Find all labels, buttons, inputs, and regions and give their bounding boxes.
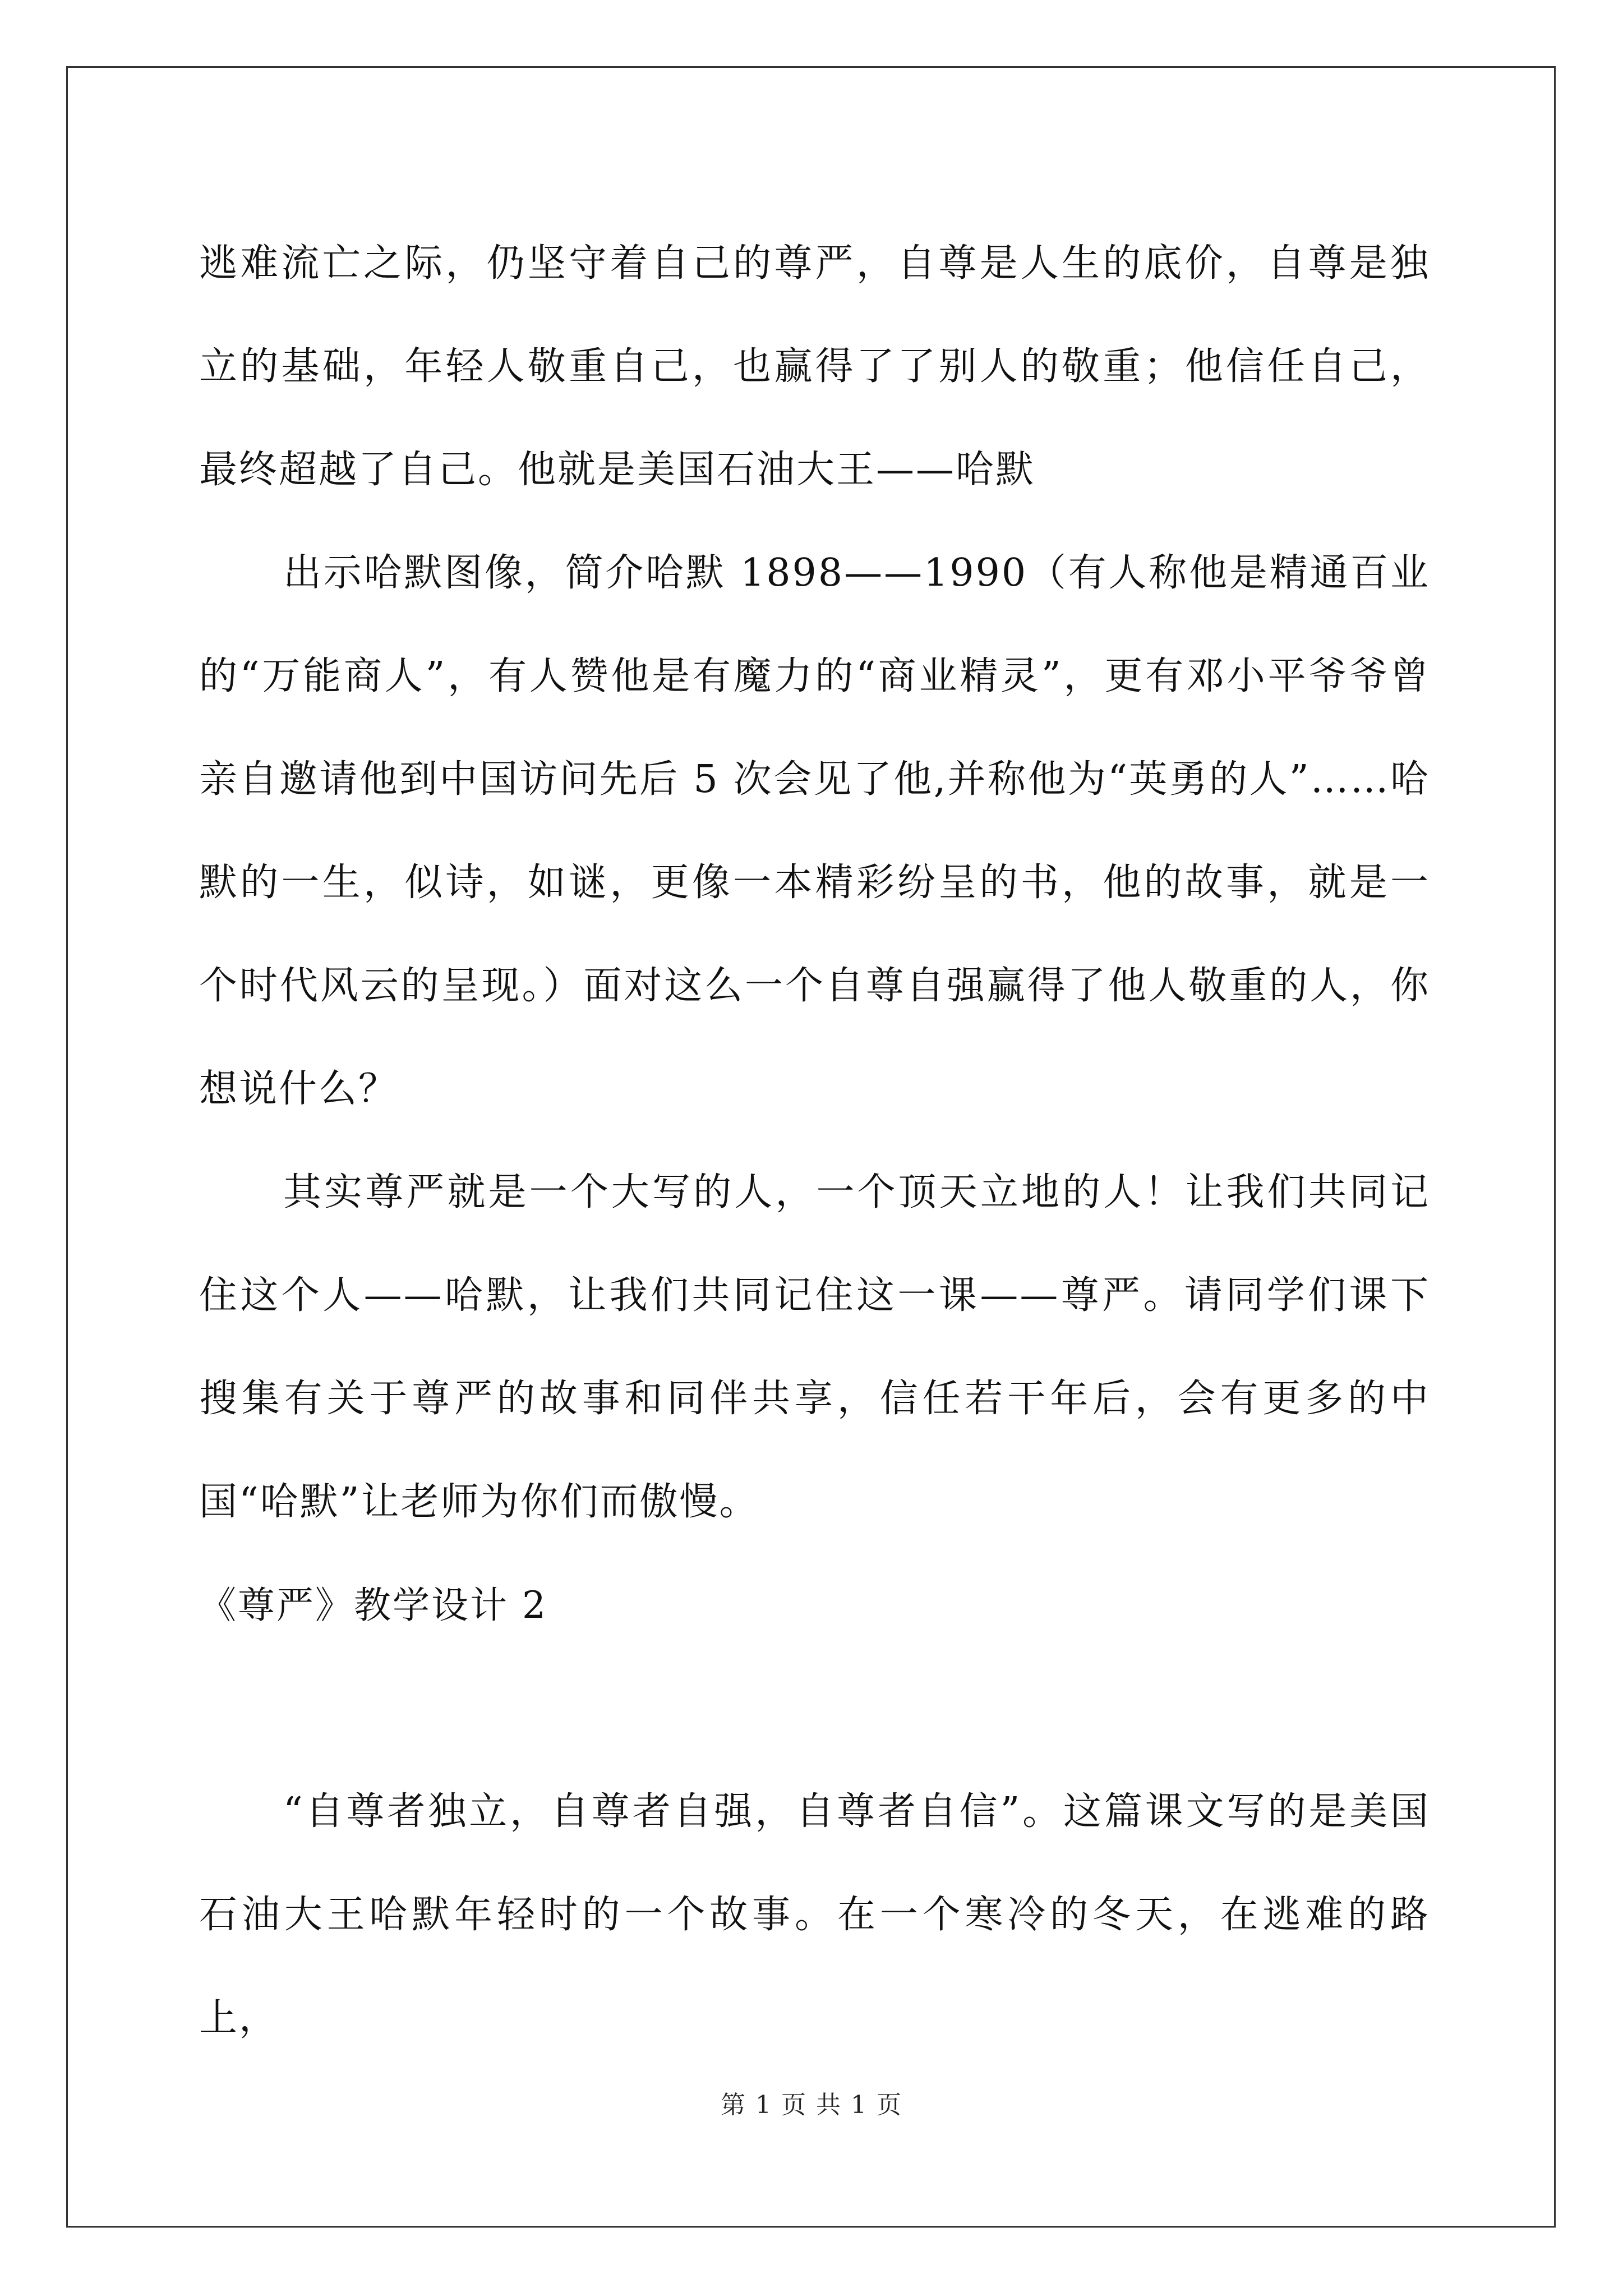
section-heading: 《尊严》教学设计 2 <box>199 1584 547 1627</box>
paragraph-4: “自尊者独立，自尊者自强，自尊者自信”。这篇课文写的是美国石油大王哈默年轻时的一个故事。在一个寒冷的冬天，在逃难的路上， <box>199 1789 1430 2040</box>
paragraph-1: 逃难流亡之际，仍坚守着自己的尊严，自尊是人生的底价，自尊是独立的基础，年轻人敬重自己，也赢得了了别人的敬重；他信任自己，最终超越了自己。他就是美国石油大王——哈默 <box>199 241 1430 492</box>
page-footer: 第 1 页 共 1 页 <box>721 2091 902 2119</box>
paragraph-3: 其实尊严就是一个大写的人，一个顶天立地的人！让我们共同记住这个人——哈默，让我们共同记住这一课——尊严。请同学们课下搜集有关于尊严的故事和同伴共享，信任若干年后，会有更多的中国“哈默”让老师为你们而傲慢。 <box>199 1170 1430 1524</box>
blank-line <box>199 1657 1430 1760</box>
document-body <box>199 212 1430 2070</box>
paragraph-2: 出示哈默图像，简介哈默 1898——1990（有人称他是精通百业的“万能商人”，有人赞他是有魔力的“商业精灵”，更有邓小平爷爷曾亲自邀请他到中国访问先后 5 次会见了他,并称他为“英勇的人”……哈默的一生，似诗，如谜，更像一本精彩纷呈的书，他的故事，就是一个时代风云的呈现。）面对这么一个自尊自强赢得了他人敬重的人，你想说什么？ <box>199 551 1430 1111</box>
